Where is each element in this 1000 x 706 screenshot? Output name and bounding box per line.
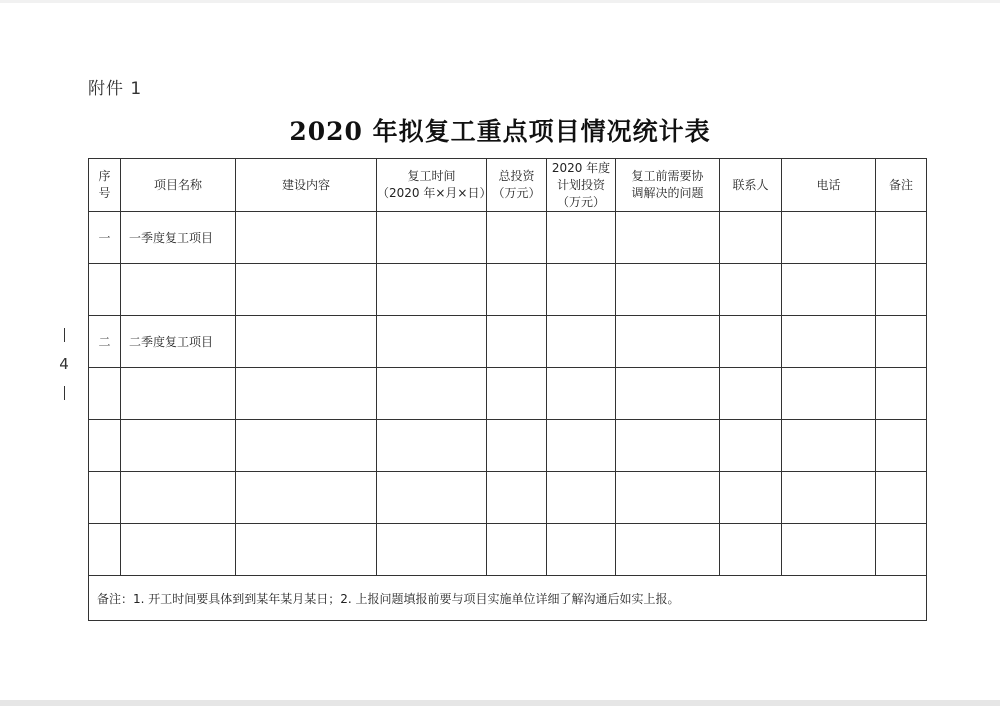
row-seq [89,368,121,420]
row-project-name [121,472,236,524]
row-cell [236,264,377,316]
row-seq [89,420,121,472]
row-cell [616,472,720,524]
row-cell [876,524,927,576]
row-cell [616,212,720,264]
header-seq: 序 号 [89,159,121,212]
row-cell [377,472,487,524]
header-phone: 电话 [782,159,876,212]
row-cell [487,212,547,264]
row-cell [782,316,876,368]
row-cell [876,264,927,316]
scan-edge-bottom [0,700,1000,706]
row-cell [782,368,876,420]
row-cell [876,316,927,368]
row-cell [876,368,927,420]
table-row [89,316,927,368]
table-row [89,472,927,524]
row-cell [547,368,616,420]
row-project-name: 一季度复工项目 [121,212,236,264]
row-cell [377,524,487,576]
row-cell [720,420,782,472]
row-cell [547,524,616,576]
header-resume-time: 复工时间 （2020 年×月×日） [377,159,487,212]
row-cell [782,472,876,524]
table-header-row [89,159,927,212]
table-row [89,524,927,576]
row-project-name [121,524,236,576]
row-cell [782,524,876,576]
row-cell [236,316,377,368]
row-cell [487,420,547,472]
row-cell [236,420,377,472]
row-cell [236,212,377,264]
row-cell [720,316,782,368]
page-number-dash-top [64,328,65,342]
page-number-dash-bottom [64,386,65,400]
row-project-name [121,420,236,472]
row-cell [547,420,616,472]
table-row [89,212,927,264]
row-seq: 二 [89,316,121,368]
row-cell [547,472,616,524]
table-note: 备注：1. 开工时间要具体到到某年某月某日；2. 上报问题填报前要与项目实施单位详细了解沟通后如实上报。 [89,576,927,621]
row-cell [547,264,616,316]
table-note-row [89,576,927,621]
row-cell [487,264,547,316]
header-contact-person: 联系人 [720,159,782,212]
page-number [54,328,74,400]
row-cell [616,420,720,472]
table-row [89,368,927,420]
row-cell [876,212,927,264]
row-cell [782,212,876,264]
statistics-table [88,158,927,621]
row-seq [89,264,121,316]
row-seq [89,524,121,576]
table-row [89,420,927,472]
header-project-name: 项目名称 [121,159,236,212]
row-cell [547,316,616,368]
row-seq: 一 [89,212,121,264]
row-cell [487,472,547,524]
row-cell [377,264,487,316]
attachment-label: 附件 1 [88,79,143,99]
scan-edge-top [0,0,1000,3]
header-remarks: 备注 [876,159,927,212]
row-cell [616,368,720,420]
row-cell [236,472,377,524]
row-cell [377,316,487,368]
row-project-name [121,264,236,316]
row-cell [720,472,782,524]
row-project-name: 二季度复工项目 [121,316,236,368]
row-cell [876,420,927,472]
row-cell [876,472,927,524]
row-cell [720,524,782,576]
row-cell [236,368,377,420]
row-cell [377,368,487,420]
row-cell [236,524,377,576]
row-cell [782,420,876,472]
page-title: 2020 年拟复工重点项目情况统计表 [289,117,711,146]
row-cell [782,264,876,316]
row-cell [547,212,616,264]
row-cell [377,212,487,264]
row-cell [720,212,782,264]
page-number-value: 4 [59,355,69,373]
row-cell [616,524,720,576]
row-cell [616,264,720,316]
row-cell [377,420,487,472]
table-row [89,264,927,316]
row-cell [487,524,547,576]
row-cell [487,316,547,368]
header-construction-content: 建设内容 [236,159,377,212]
row-cell [616,316,720,368]
row-cell [720,368,782,420]
row-seq [89,472,121,524]
header-total-investment: 总投资 （万元） [487,159,547,212]
row-cell [487,368,547,420]
row-project-name [121,368,236,420]
header-planned-investment: 2020 年度 计划投资 （万元） [547,159,616,212]
row-cell [720,264,782,316]
header-issues: 复工前需要协 调解决的问题 [616,159,720,212]
